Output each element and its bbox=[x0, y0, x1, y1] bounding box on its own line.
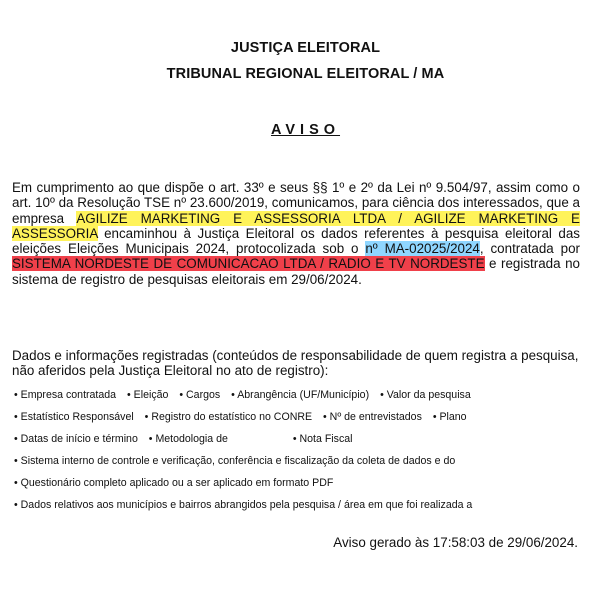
court-title: JUSTIÇA ELEITORAL bbox=[230, 40, 381, 56]
info-item: • Nº de entrevistados bbox=[323, 411, 422, 423]
info-item: • Sistema interno de controle e verificação, conferência e fiscalização da coleta de dados e do bbox=[14, 455, 456, 467]
info-items-row-6 bbox=[14, 499, 472, 512]
info-item: • Dados relativos aos municípios e bairros abrangidos pela pesquisa / área em que foi realizada a bbox=[14, 499, 473, 511]
notice-paragraph bbox=[12, 180, 580, 287]
info-items-row-1 bbox=[14, 389, 471, 402]
regional-court-title: TRIBUNAL REGIONAL ELEITORAL / MA bbox=[166, 66, 445, 82]
info-item: • Registro do estatístico no CONRE bbox=[144, 411, 313, 423]
info-item: • Abrangência (UF/Município) bbox=[231, 389, 370, 401]
info-item: • Plano bbox=[432, 411, 467, 423]
registered-data-title: Dados e informações registradas (conteúdos de responsabilidade de quem registra a pesquisa, não aferidos pela Justiça Eleitoral no ato de registro): bbox=[12, 348, 579, 379]
paragraph-part-4: e registrada no sistema de registro de pesquisas eleitorais em 29/06/2024. bbox=[12, 256, 580, 287]
info-item: • Metodologia de bbox=[148, 433, 228, 445]
info-item: • Cargos bbox=[179, 389, 221, 401]
info-item: • Valor da pesquisa bbox=[380, 389, 471, 401]
protocol-number-highlight: nº MA-02025/2024 bbox=[365, 241, 480, 257]
contractor-name-highlight: SISTEMA NORDESTE DE COMUNICACAO LTDA / RADIO E TV NORDESTE bbox=[12, 256, 485, 272]
aviso-heading: AVISO bbox=[270, 122, 341, 138]
info-item: • Empresa contratada bbox=[14, 389, 117, 401]
info-items-row-3 bbox=[14, 433, 353, 446]
paragraph-part-1: Em cumprimento ao que dispõe o art. 33º e seus §§ 1º e 2º da Lei nº 9.504/97, assim como o art. 10º da Resolução TSE nº 23.600/2019, comunicamos, para ciência dos interessados, que a empresa bbox=[12, 180, 580, 226]
company-name-highlight: AGILIZE MARKETING E ASSESSORIA LTDA / AGILIZE MARKETING E ASSESSORIA bbox=[12, 210, 580, 241]
info-item: • Questionário completo aplicado ou a ser aplicado em formato PDF bbox=[14, 477, 334, 489]
generated-timestamp: Aviso gerado às 17:58:03 de 29/06/2024. bbox=[333, 535, 578, 550]
info-item: • Eleição bbox=[127, 389, 169, 401]
info-item: • Nota Fiscal bbox=[292, 433, 353, 445]
info-item: • Estatístico Responsável bbox=[14, 411, 134, 423]
info-items-row-5 bbox=[14, 477, 333, 490]
info-item: • Datas de início e término bbox=[14, 433, 138, 445]
info-items-row-4 bbox=[14, 455, 455, 468]
info-items-row-2 bbox=[14, 411, 467, 424]
paragraph-part-2: encaminhou à Justiça Eleitoral os dados referentes à pesquisa eleitoral das eleições Eleições Municipais 2024, protocolizada sob o bbox=[12, 225, 580, 257]
paragraph-part-3: , contratada por bbox=[479, 241, 580, 257]
